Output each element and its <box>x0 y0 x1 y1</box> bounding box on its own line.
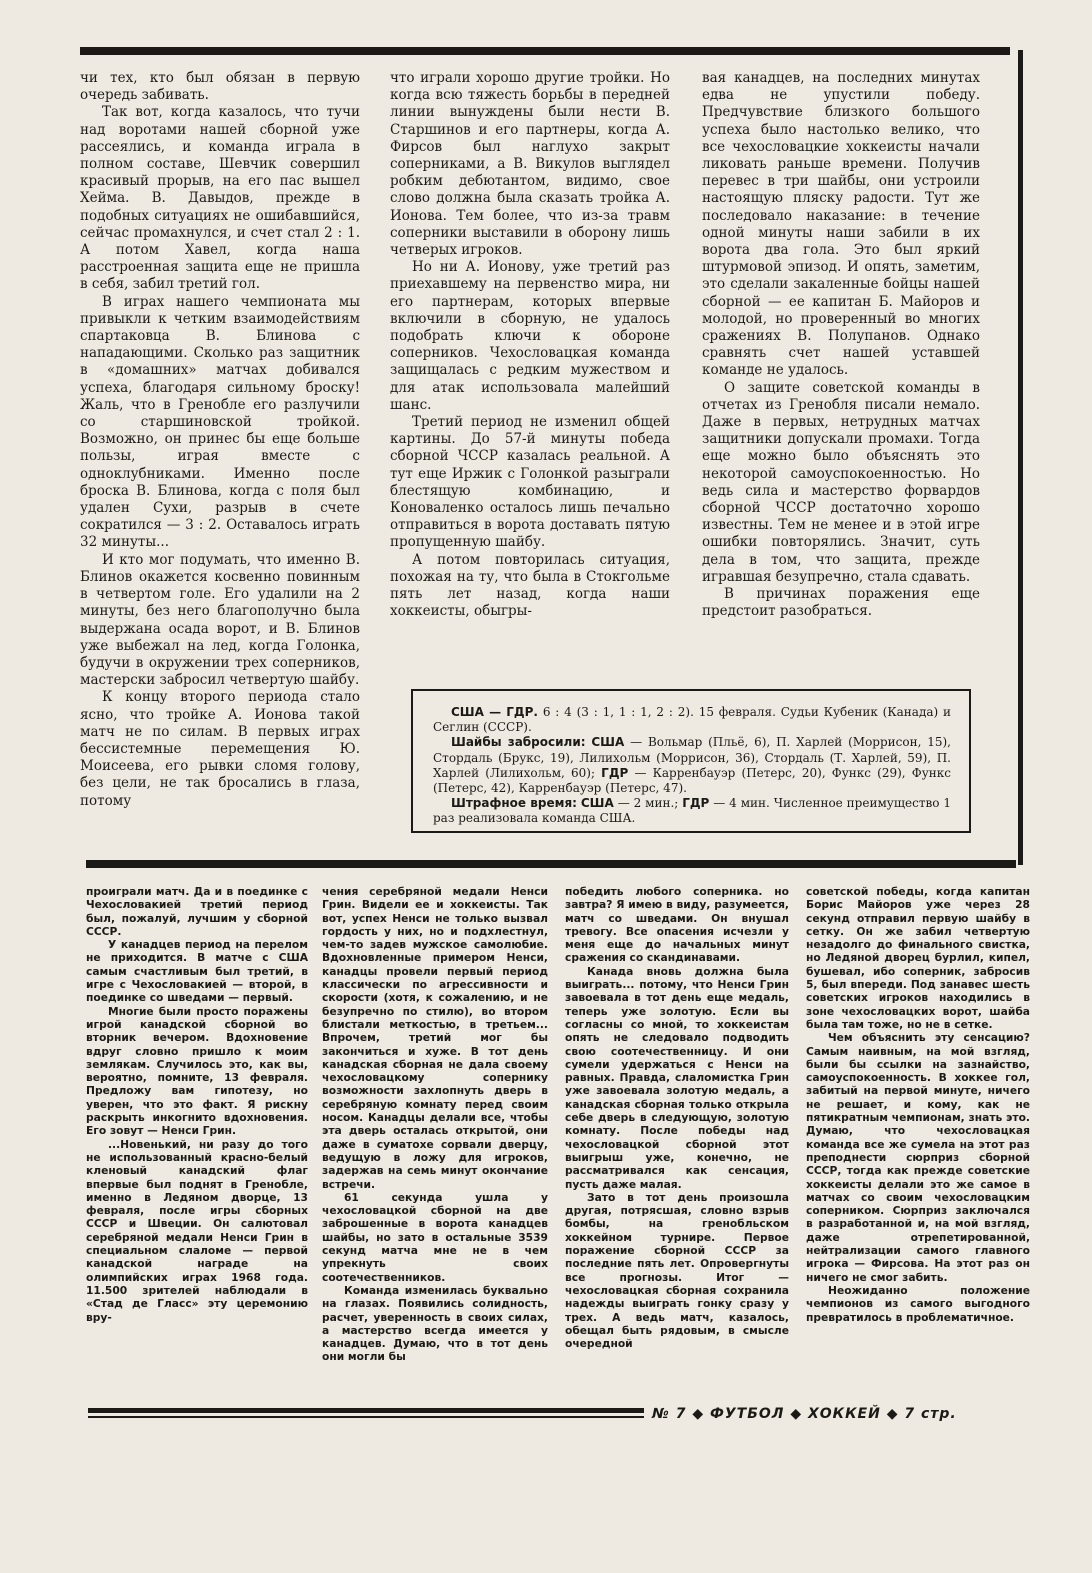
paragraph: Но ни А. Ионову, уже третий раз приехавшему на первенство мира, ни его партнерам, которых впервые включили в сборную, не удалось подобрать ключи к обороне соперников. Чехословацкая команда защищалась с редким мужеством и для атак использовала малейший шанс. <box>390 259 670 413</box>
top-column-1 <box>80 70 360 850</box>
team-gdr-label: ГДР <box>682 796 710 811</box>
newspaper-name-hockey: ХОККЕЙ <box>807 1406 881 1422</box>
top-rule <box>80 47 1010 55</box>
paragraph: Канада вновь должна была выиграть... потому, что Ненси Грин завоевала в тот день еще медаль, теперь уже золотую. Если вы согласны со мной, то хоккеистам опять не следовало подводить свою соотечественницу. И они сумели удержаться с Ненси на равных. Правда, слаломистка Грин уже завоевала золотую медаль, а канадская сборная только открыла себе дверь в следующую, золотую комнату. После победы над чехословацкой сборной этот выигрыш уже, конечно, не рассматривался как сенсация, пусть даже малая. <box>565 964 789 1191</box>
paragraph: В причинах поражения еще предстоит разобраться. <box>702 586 980 620</box>
paragraph: О защите советской команды в отчетах из Гренобля писали немало. Даже в первых, нетрудных матчах защитники допускали промахи. Тогда еще можно было объяснять это некоторой самоуспокоенностью. Но ведь сила и мастерство форвардов сборной ЧССР достаточно хорошо известны. Тем не менее и в этой игре ошибки повторялись. Значит, суть дела в том, что защита, прежде игравшая безупречно, стала сдавать. <box>702 379 980 585</box>
right-frame-rule <box>1018 50 1023 865</box>
match-title: США — ГДР. <box>451 705 538 719</box>
page-number: 7 стр. <box>904 1406 957 1422</box>
paragraph: И кто мог подумать, что именно В. Блинов окажется косвенно повинным в четвертом голе. Его удалили на 2 минуты, без него благополучно была выдержана осада ворот, и В. Блинов уже выбежал на лед, когда Голонка, будучи в окружении трех соперников, мастерски забросил четвертую шайбу. <box>80 551 360 689</box>
goals-gdr: — Карренбауэр (Петерс, 20), Функс (29), Функс (Петерс, 42), Карренбауэр (Петерс, 47). <box>433 765 951 796</box>
diamond-icon: ◆ <box>790 1406 803 1422</box>
paragraph: К концу второго периода стало ясно, что тройке А. Ионова такой матч не по силам. В первых играх бессистемные перемещения Ю. Моисеева, его рывки сломя голову, без цели, не так бросались в глаза, потому <box>80 689 360 809</box>
paragraph: В играх нашего чемпионата мы привыкли к четким взаимодействиям спартаковца В. Блинова с нападающими. Сколько раз защитник в «домашних» матчах добивался успеха, благодаря сильному броску! Жаль, что в Гренобле его разлучили со старшиновской тройкой. Возможно, он принес бы еще больше пользы, играя вместе с одноклубниками. Именно после броска В. Блинова, когда с поля был удален Сухи, разрыв в счете сократился — 3 : 2. Оставалось играть 32 минуты... <box>80 293 360 551</box>
team-usa-label: США <box>580 796 614 811</box>
bottom-column-2 <box>322 885 548 1400</box>
middle-rule <box>86 860 1016 868</box>
paragraph: Чем объяснить эту сенсацию? Самым наивным, на мой взгляд, были бы ссылки на зазнайство, самоуспокоенность. В хоккее гол, забитый на первой минуте, ничего не решает, и кому, как не пятикратным чемпионам, знать это. Думаю, что чехословацкая команда все же сумела на этот раз преподнести сюрприз сборной СССР, тогда как прежде советские хоккеисты делали это же самое в матчах со своим чехословацким соперником. Сюрприз заключался в разработанной и, на мой взгляд, даже отрепетированной, нейтрализации самого главного игрока — Фирсова. На этот раз он ничего не смог забить. <box>806 1031 1030 1284</box>
paragraph: Неожиданно положение чемпионов из самого выгодного превратилось в проблематичное. <box>806 1283 1030 1324</box>
goals-line <box>433 735 951 796</box>
diamond-icon: ◆ <box>692 1406 705 1422</box>
penalty-label: Штрафное время: <box>451 796 577 811</box>
paragraph: проиграли матч. Да и в поединке с Чехословакией третий период был, пожалуй, лучшим у сборной СССР. <box>86 885 308 938</box>
match-result-box <box>411 689 971 833</box>
penalty-line <box>433 796 951 826</box>
penalty-usa: — 2 мин.; <box>617 796 679 811</box>
paragraph: Команда изменилась буквально на глазах. Появились солидность, расчет, уверенность в своих силах, а мастерство всегда имеется у канадцев. Думаю, что в тот день они могли бы <box>322 1283 548 1364</box>
newspaper-name-football: ФУТБОЛ <box>710 1406 785 1422</box>
paragraph: Зато в тот день произошла другая, потрясшая, словно взрыв бомбы, на гренобльском хоккейном турнире. Первое поражение сборной СССР за последние пять лет. Опровергнуты все прогнозы. Итог — чехословацкая сборная сохранила надежды выиграть гонку сразу у трех. А ведь матч, казалось, обещал быть рядовым, в смысле очередной <box>565 1190 789 1351</box>
paragraph: что играли хорошо другие тройки. Но когда всю тяжесть борьбы в передней линии вынуждены были нести В. Старшинов и его партнеры, когда А. Фирсов был наглухо закрыт соперниками, а В. Викулов выглядел робким дебютантом, видимо, свое слово должна была сказать тройка А. Ионова. Тем более, что из-за травм соперники выставили в оборону лишь четверых игроков. <box>390 70 670 259</box>
top-column-3 <box>702 70 980 680</box>
paragraph: советской победы, когда капитан Борис Майоров уже через 28 секунд отправил первую шайбу в сетку. Он же забил четвертую незадолго до финального свистка, но Ледяной дворец бурлил, кипел, бушевал, ибо соперник, забросив 5, был впереди. Под занавес шесть советских игроков находились в зоне чехословацких ворот, шайба была там тоже, но не в сетке. <box>806 885 1030 1031</box>
diamond-icon: ◆ <box>886 1406 899 1422</box>
top-column-2 <box>390 70 670 680</box>
paragraph: вая канадцев, на последних минутах едва не упустили победу. Предчувствие близкого большого успеха было настолько велико, что все чехословацкие хоккеисты начали ликовать раньше времени. Получив перевес в три шайбы, они устроили настоящую пляску радости. Тут же последовало наказание: в течение одной минуты наши забили в их ворота два гола. Это был яркий штурмовой эпизод. И опять, заметим, это сделали закаленные бойцы нашей сборной — ее капитан Б. Майоров и молодой, но проверенный во многих сражениях В. Полупанов. Однако сравнять счет нашей уставшей команде не удалось. <box>702 70 980 379</box>
team-usa-label: США <box>591 735 625 750</box>
paragraph: Так вот, когда казалось, что тучи над воротами нашей сборной уже рассеялись, и команда играла в полном составе, Шевчик совершил красивый прорыв, на его пас вышел Хейма. В. Давыдов, прежде в подобных ситуациях не ошибавшийся, сейчас промахнулся, и счет стал 2 : 1. А потом Хавел, когда наша расстроенная защита еще не пришла в себя, забил третий гол. <box>80 104 360 293</box>
paragraph: чи тех, кто был обязан в первую очередь забивать. <box>80 70 360 104</box>
goals-label: Шайбы забросили: <box>451 735 586 750</box>
paragraph: А потом повторилась ситуация, похожая на ту, что была в Стокгольме пять лет назад, когда наши хоккеисты, обыгры- <box>390 551 670 620</box>
bottom-column-3 <box>565 885 789 1400</box>
paragraph: Третий период не изменил общей картины. До 57-й минуты победа сборной ЧССР казалась реальной. А тут еще Иржик с Голонкой разыграли блестящую комбинацию, и Коноваленко осталось лишь печально отправиться в ворота доставать пятую пропущенную шайбу. <box>390 414 670 551</box>
paragraph: ...Новенький, ни разу до того не использованный красно-белый кленовый канадский флаг впервые был поднят в Гренобле, именно в Ледяном дворце, 13 февраля, после игры сборных СССР и Швеции. Он салютовал серебряной медали Ненси Грин в специальном слаломе — первой канадской награде на олимпийских играх 1968 года. 11.500 зрителей наблюдали в «Стад де Гласс» эту церемонию вру- <box>86 1137 308 1324</box>
penalty-gdr: — 4 мин. Численное преимущество 1 раз реализовала команда США. <box>433 796 951 826</box>
page-footer <box>652 1406 1032 1422</box>
paragraph: Многие были просто поражены игрой канадской сборной во вторник вечером. Вдохновение вдруг словно пришло к моим землякам. Случилось это, как вы, вероятно, помните, 13 февраля. Предложу вам гипотезу, но уверен, что это факт. Я рискну раскрыть инкогнито вдохновения. Его зовут — Ненси Грин. <box>86 1004 308 1138</box>
footer-rule-thin <box>88 1416 644 1418</box>
match-line <box>433 705 951 735</box>
paragraph: чения серебряной медали Ненси Грин. Видели ее и хоккеисты. Так вот, успех Ненси не только вызвал гордость у них, но и подхлестнул, чем-то задев мужское самолюбие. Вдохновленные примером Ненси, канадцы провели первый период классически по агрессивности и скорости (хотя, к сожалению, и не безупречно по стилю), во втором блистали меткостью, в третьем... Впрочем, третий мог бы закончиться и хуже. В тот день канадская сборная не дала своему чехословацкому сопернику возможности захлопнуть дверь в серебряную комнату перед своим носом. Канадцы делали все, чтобы эта дверь осталась открытой, они даже в суматохе сорвали дверцу, ведущую в ложу для игроков, задержав на семь минут окончание встречи. <box>322 885 548 1191</box>
bottom-column-1 <box>86 885 308 1400</box>
bottom-column-4 <box>806 885 1030 1400</box>
match-details: 6 : 4 (3 : 1, 1 : 1, 2 : 2). 15 февраля. Судьи Кубеник (Канада) и Сеглин (СССР). <box>433 705 951 735</box>
goals-usa: — Вольмар (Пльё, 6), П. Харлей (Моррисон, 15), Стордаль (Брукс, 19), Лилихольм (Моррисон, 36), Стордаль (Т. Харлей, 59), П. Харлей (Лилихольм, 60); <box>433 735 951 780</box>
team-gdr-label: ГДР <box>601 765 629 780</box>
footer-rule <box>88 1408 644 1413</box>
paragraph: У канадцев период на перелом не приходится. В матче с США самым счастливым был третий, в игре с Чехословакией — второй, в поединке со шведами — первый. <box>86 938 308 1005</box>
paragraph: 61 секунда ушла у чехословацкой сборной на две заброшенные в ворота канадцев шайбы, но зато в остальные 3539 секунд матча мне не в чем упрекнуть своих соотечественников. <box>322 1190 548 1284</box>
paragraph: победить любого соперника. но завтра? Я имею в виду, разумеется, матч со шведами. Он внушал тревогу. Все опасения исчезли у меня еще до начальных минут сражения со скандинавами. <box>565 885 789 965</box>
issue-number: № 7 <box>652 1406 687 1422</box>
